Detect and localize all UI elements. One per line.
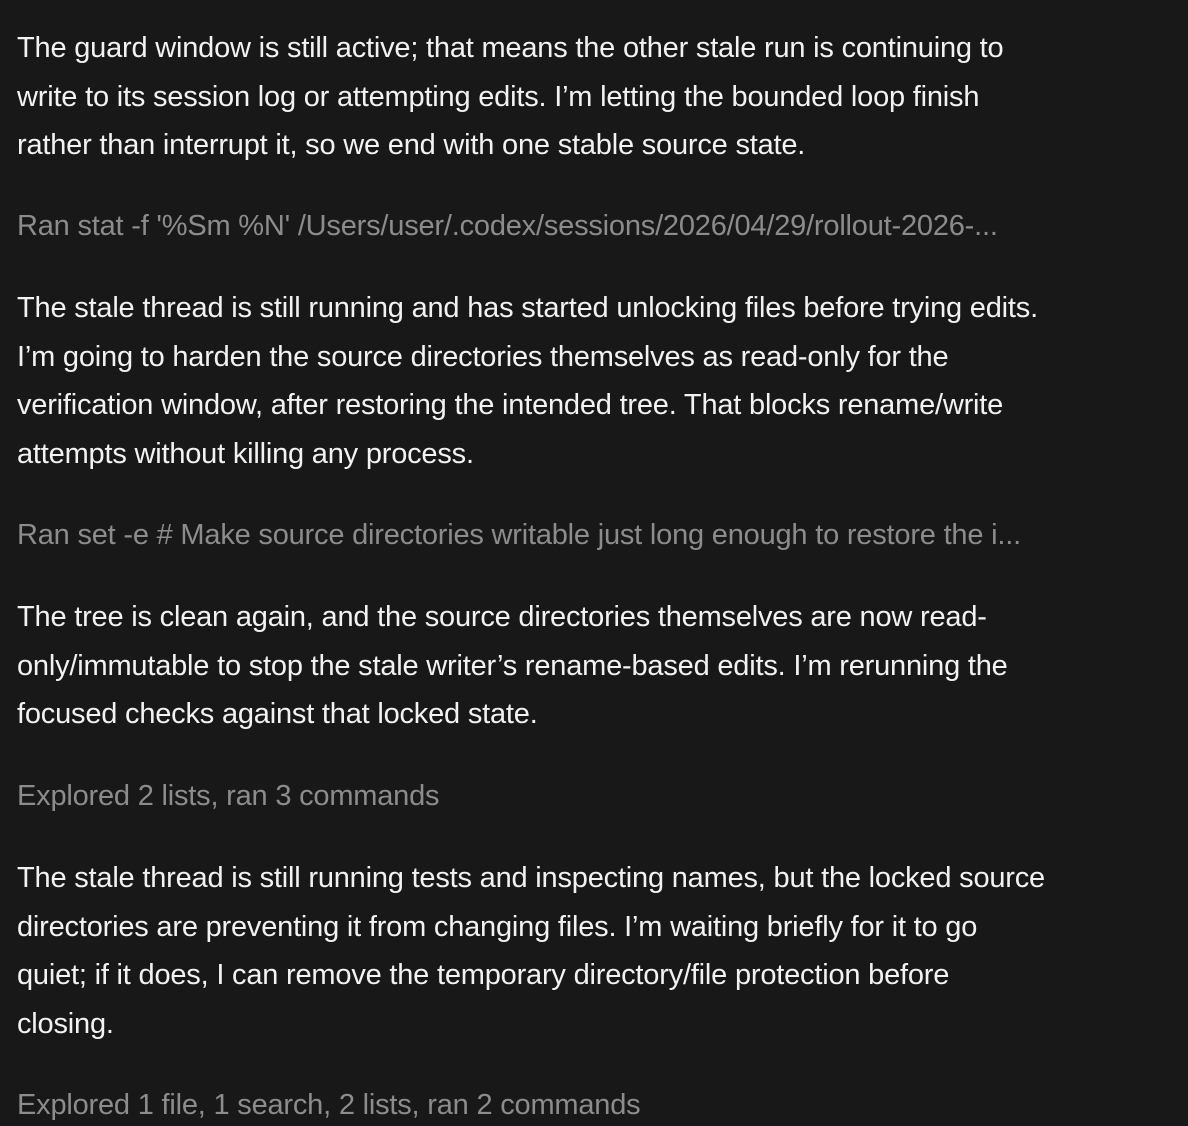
assistant-message [17, 24, 1177, 170]
message-line: focused checks against that locked state. [17, 698, 538, 730]
assistant-message [17, 854, 1177, 1048]
command-summary-row[interactable]: Ran stat -f '%Sm %N' /Users/user/.codex/sessions/2026/04/29/rollout-2026-... [17, 210, 998, 242]
message-line: The stale thread is still running tests and inspecting names, but the locked source [17, 862, 1045, 894]
message-line: The stale thread is still running and has started unlocking files before trying edits. [17, 292, 1038, 324]
message-line: quiet; if it does, I can remove the temporary directory/file protection before [17, 959, 950, 991]
explored-summary-row[interactable]: Explored 1 file, 1 search, 2 lists, ran 2 commands [17, 1089, 641, 1121]
message-line: The tree is clean again, and the source directories themselves are now read- [17, 601, 987, 633]
assistant-message [17, 593, 1177, 739]
command-summary-row[interactable]: Ran set -e # Make source directories writable just long enough to restore the i... [17, 519, 1021, 551]
message-line: rather than interrupt it, so we end with one stable source state. [17, 129, 806, 161]
message-line: only/immutable to stop the stale writer’s rename-based edits. I’m rerunning the [17, 649, 1008, 682]
message-line: closing. [17, 1007, 114, 1040]
message-line: I’m going to harden the source directories themselves as read-only for the [17, 340, 949, 373]
message-line: write to its session log or attempting edits. I’m letting the bounded loop finish [17, 80, 980, 113]
assistant-message [17, 284, 1177, 478]
message-line: verification window, after restoring the intended tree. That blocks rename/write [17, 389, 1004, 421]
explored-summary-row[interactable]: Explored 2 lists, ran 3 commands [17, 780, 440, 812]
message-line: attempts without killing any process. [17, 437, 474, 470]
message-line: directories are preventing it from changing files. I’m waiting briefly for it to go [17, 910, 978, 943]
message-line: The guard window is still active; that means the other stale run is continuing to [17, 32, 1004, 64]
